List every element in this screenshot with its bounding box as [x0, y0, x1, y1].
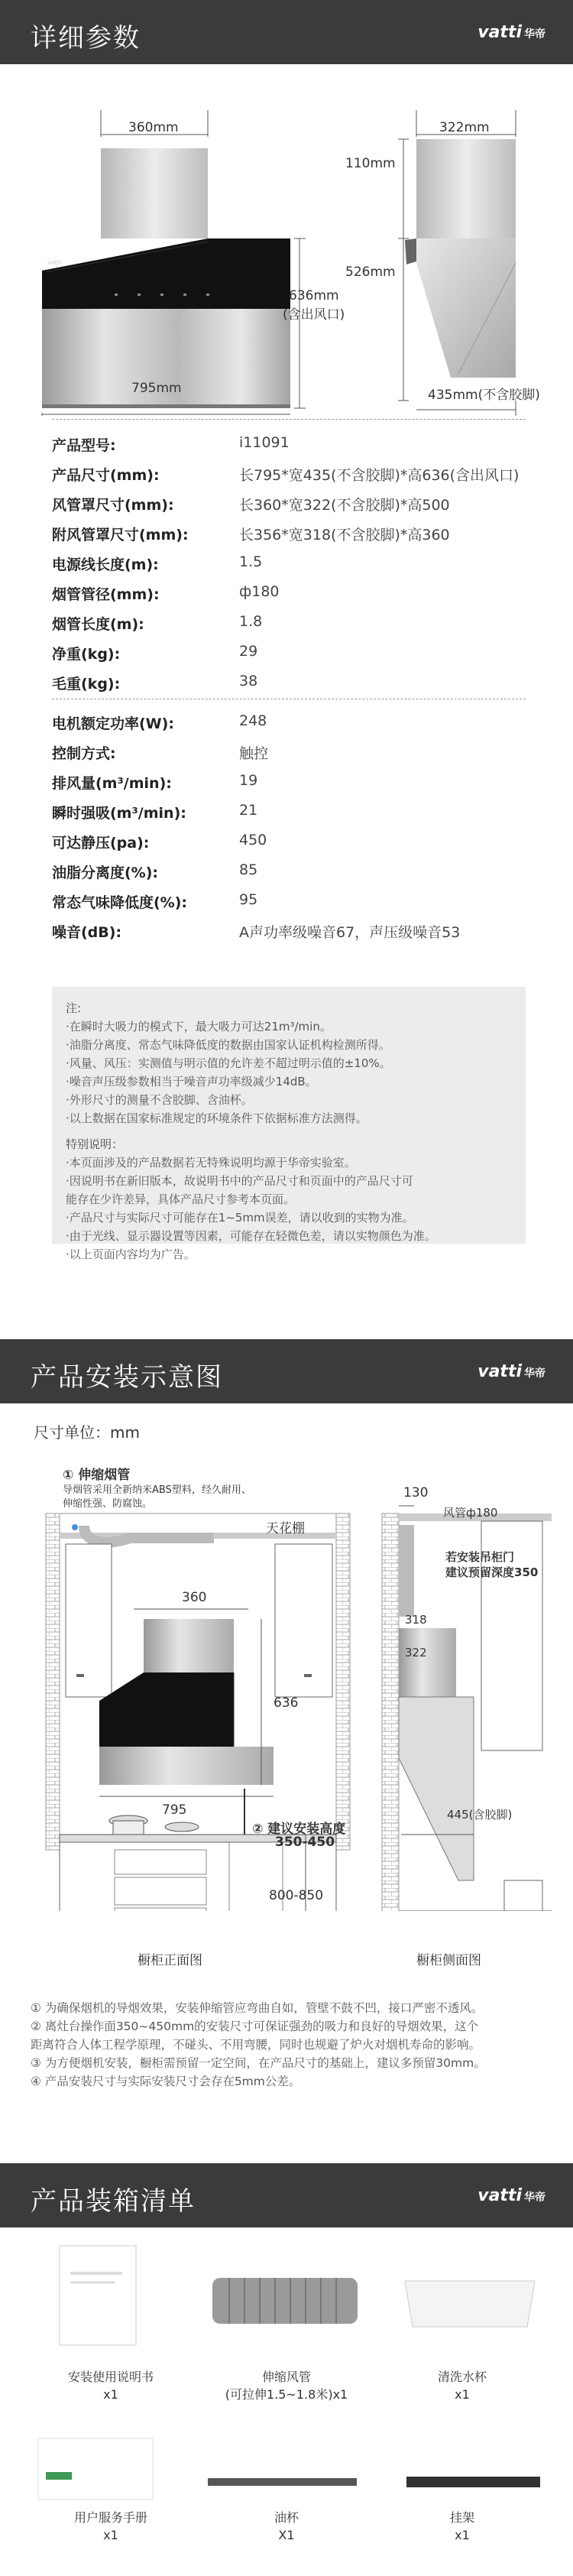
spec-row [52, 915, 526, 945]
spec-key: 毛重(kg): [52, 676, 121, 693]
dim-height-body: 526mm [345, 264, 396, 280]
spec-value: 85 [239, 861, 258, 878]
spec-row [52, 577, 526, 607]
brand-logo-3 [478, 2186, 545, 2205]
install-ceiling: 天花棚 [266, 1521, 305, 1536]
spec-key: 产品尺寸(mm): [52, 467, 160, 484]
note-line: ·油脂分离度、常态气味降低度的数据由国家认证机构检测所得。 [66, 1038, 390, 1052]
note-line: ·风量、风压：实测值与明示值的允许差不超过明示值的±10%。 [66, 1056, 391, 1070]
side-cab-2: 建议预留深度350 [445, 1565, 539, 1579]
spec-value: 95 [239, 891, 258, 908]
install-pipe-desc-1: 导烟管采用全新纳米ABS塑料，经久耐用、 [63, 1484, 251, 1496]
install-note-line: ④ 产品安装尺寸与实际安装尺寸会存在5mm公差。 [31, 2075, 301, 2088]
spec-row [52, 706, 526, 736]
note-line: ·外形尺寸的测量不含胶脚、含油杯。 [66, 1093, 253, 1107]
spec-row [52, 796, 526, 826]
details-banner [0, 0, 573, 64]
spec-key: 烟管管径(mm): [52, 586, 160, 603]
packing-item-qty: x1 [455, 2528, 470, 2542]
note-line: ·噪音声压级参数相当于噪音声功率级减少14dB。 [66, 1075, 317, 1088]
install-h800: 800-850 [269, 1888, 324, 1903]
brand-logo-2 [478, 1362, 545, 1381]
install-w795: 795 [162, 1802, 187, 1818]
dim-width-bottom: 795mm [131, 381, 182, 396]
svg-text:vatti: vatti [47, 259, 62, 266]
spec-key: 控制方式: [52, 745, 116, 762]
spec-value: 248 [239, 712, 267, 729]
packing-item-qty: x1 [103, 2387, 118, 2402]
notes-box [52, 987, 526, 1261]
packing-item-qty: x1 [103, 2528, 118, 2542]
packing-title: 产品装箱清单 [31, 2186, 196, 2217]
spec-key: 烟管长度(m): [52, 616, 144, 633]
unit-label: 尺寸单位：mm [34, 1423, 140, 1442]
spec-value: 38 [239, 673, 258, 689]
spec-row [52, 637, 526, 667]
note-line: ·以上数据在国家标准规定的环境条件下依据标准方法测得。 [66, 1111, 367, 1125]
note-line: ·产品尺寸与实际尺寸可能存在1~5mm误差，请以收到的实物为准。 [66, 1211, 414, 1225]
install-pipe-title: ① 伸缩烟管 [63, 1468, 131, 1483]
logo-cn: 华帝 [524, 1367, 545, 1380]
install-h636: 636 [274, 1695, 299, 1711]
spec-value: 450 [239, 832, 267, 848]
logo-text: vatti [478, 23, 522, 42]
packing-item-name: 挂架 [449, 2510, 474, 2525]
packing-item-name-2: (可拉伸1.5~1.8米)x1 [225, 2387, 348, 2402]
packing-item-name: 安装使用说明书 [67, 2370, 154, 2384]
spec-value: 1.5 [239, 553, 263, 570]
logo-cn: 华帝 [524, 2192, 545, 2204]
spec-key: 风管罩尺寸(mm): [52, 497, 174, 514]
spec-row [52, 667, 526, 696]
spec-value: 1.8 [239, 613, 263, 630]
side-322: 322 [405, 1646, 427, 1659]
packing-item [382, 2509, 542, 2544]
spec-table-2 [52, 706, 526, 945]
dim-height-pipe: 110mm [345, 156, 396, 171]
spec-value: ф180 [239, 583, 280, 600]
packing-item-name: 油杯 [274, 2510, 299, 2525]
install-title: 产品安装示意图 [31, 1362, 223, 1393]
spec-value: 29 [239, 643, 258, 660]
spec-row [52, 458, 526, 488]
install-w360: 360 [182, 1590, 207, 1605]
spec-key: 可达静压(pa): [52, 835, 150, 852]
packing-item-qty: x1 [455, 2387, 470, 2402]
notes-lines-2 [66, 1153, 512, 1264]
spec-key: 净重(kg): [52, 646, 121, 663]
spec-value: 21 [239, 802, 258, 819]
hood-dimension-drawing [0, 64, 573, 416]
logo-cn: 华帝 [524, 28, 545, 41]
spec-row [52, 826, 526, 855]
spec-value: 长360*宽322(不含胶脚)*高500 [239, 497, 450, 514]
dim-width-top: 360mm [128, 120, 179, 135]
details-title: 详细参数 [31, 23, 141, 54]
notes-heading-2: 特别说明： [66, 1137, 124, 1151]
side-pipe: 风管ф180 [443, 1506, 498, 1520]
install-note-line: ② 离灶台操作面350~450mm的安装尺寸可保证强劲的吸力和良好的导烟效果，这个 [31, 2020, 479, 2033]
spec-key: 电机额定功率(W): [52, 715, 174, 732]
spec-row [52, 488, 526, 517]
logo-text: vatti [478, 2186, 522, 2205]
spec-row [52, 766, 526, 796]
spec-value: 19 [239, 772, 258, 789]
install-banner [0, 1339, 573, 1403]
side-445: 445(含胶脚) [447, 1808, 513, 1822]
install-note-line: 距离符合人体工程学原理，不碰头、不用弯腰，同时也规避了炉火对烟机寿命的影响。 [31, 2038, 481, 2052]
install-note-line: ① 为确保烟机的导烟效果，安装伸缩管应弯曲自如，管壁不鼓不凹，接口严密不透风。 [31, 2001, 484, 2015]
spec-value: 长795*宽435(不含胶脚)*高636(含出风口) [239, 467, 520, 484]
install-notes [31, 1999, 550, 2091]
spec-row [52, 855, 526, 885]
spec-key: 油脂分离度(%): [52, 865, 159, 881]
spec-row [52, 736, 526, 766]
spec-value: i11091 [239, 434, 290, 451]
packing-item [31, 2509, 191, 2544]
note-line: ·在瞬时大吸力的模式下，最大吸力可达21m³/min。 [66, 1020, 332, 1033]
spec-row [52, 517, 526, 547]
packing-item [31, 2368, 191, 2403]
note-line: ·由于光线、显示器设置等因素，可能存在轻微色差，请以实物颜色为准。 [66, 1229, 436, 1243]
note-line: ·本页面涉及的产品数据若无特殊说明均源于华帝实验室。 [66, 1156, 356, 1170]
spec-key: 电源线长度(m): [52, 556, 159, 573]
side-cab-1: 若安装吊柜门 [445, 1550, 515, 1564]
divider-top [52, 419, 526, 420]
spec-table-1 [52, 428, 526, 696]
note-line: ·因说明书在新旧版本，故说明书中的产品尺寸和页面中的产品尺寸可 [66, 1174, 413, 1188]
spec-key: 排风量(m³/min): [52, 775, 172, 792]
logo-text: vatti [478, 1362, 522, 1381]
note-line: 能存在少许差异，具体产品尺寸参考本页面。 [66, 1192, 296, 1206]
dim-height-total: 636mm [289, 288, 339, 303]
packing-item-qty: X1 [278, 2528, 295, 2542]
brand-logo [478, 23, 545, 42]
spec-key: 产品型号: [52, 437, 116, 454]
install-pipe-desc-2: 伸缩性强、防腐蚀。 [63, 1498, 153, 1510]
dim-height-total-note: (含出风口) [283, 307, 345, 323]
spec-value: 触控 [239, 745, 269, 762]
packing-item [382, 2368, 542, 2403]
side-caption: 橱柜侧面图 [416, 1953, 481, 1968]
spec-row [52, 885, 526, 915]
note-line: ·以上页面内容均为广告。 [66, 1247, 196, 1261]
packing-item [206, 2509, 367, 2544]
spec-value: A声功率级噪音67，声压级噪音53 [239, 924, 461, 941]
front-caption: 橱柜正面图 [138, 1953, 202, 1968]
dim-side-top: 322mm [439, 120, 490, 135]
packing-item-name: 清洗水杯 [437, 2370, 487, 2384]
spec-row [52, 547, 526, 577]
spec-key: 常态气味降低度(%): [52, 894, 188, 911]
install-note-line: ③ 为方便烟机安装，橱柜需预留一定空间，在产品尺寸的基础上，建议多预留30mm。 [31, 2056, 486, 2070]
dim-depth-bottom: 435mm(不含胶脚) [428, 388, 540, 403]
packing-item-name: 伸缩风管 [261, 2370, 311, 2384]
install-height-range: 350-450 [275, 1835, 335, 1850]
spec-key: 瞬时强吸(m³/min): [52, 805, 186, 822]
packing-banner [0, 2163, 573, 2227]
notes-heading: 注: [66, 1001, 82, 1015]
packing-item [206, 2368, 367, 2403]
spec-key: 噪音(dB): [52, 924, 122, 941]
spec-row [52, 607, 526, 637]
side-130: 130 [403, 1485, 429, 1501]
install-height-label: ② 建议安装高度 [252, 1822, 346, 1837]
spec-row [52, 428, 526, 458]
spec-value: 长356*宽318(不含胶脚)*高360 [239, 527, 450, 543]
notes-lines [66, 1017, 512, 1127]
spec-key: 附风管罩尺寸(mm): [52, 527, 189, 543]
side-318: 318 [405, 1613, 427, 1627]
packing-item-name: 用户服务手册 [73, 2510, 147, 2525]
